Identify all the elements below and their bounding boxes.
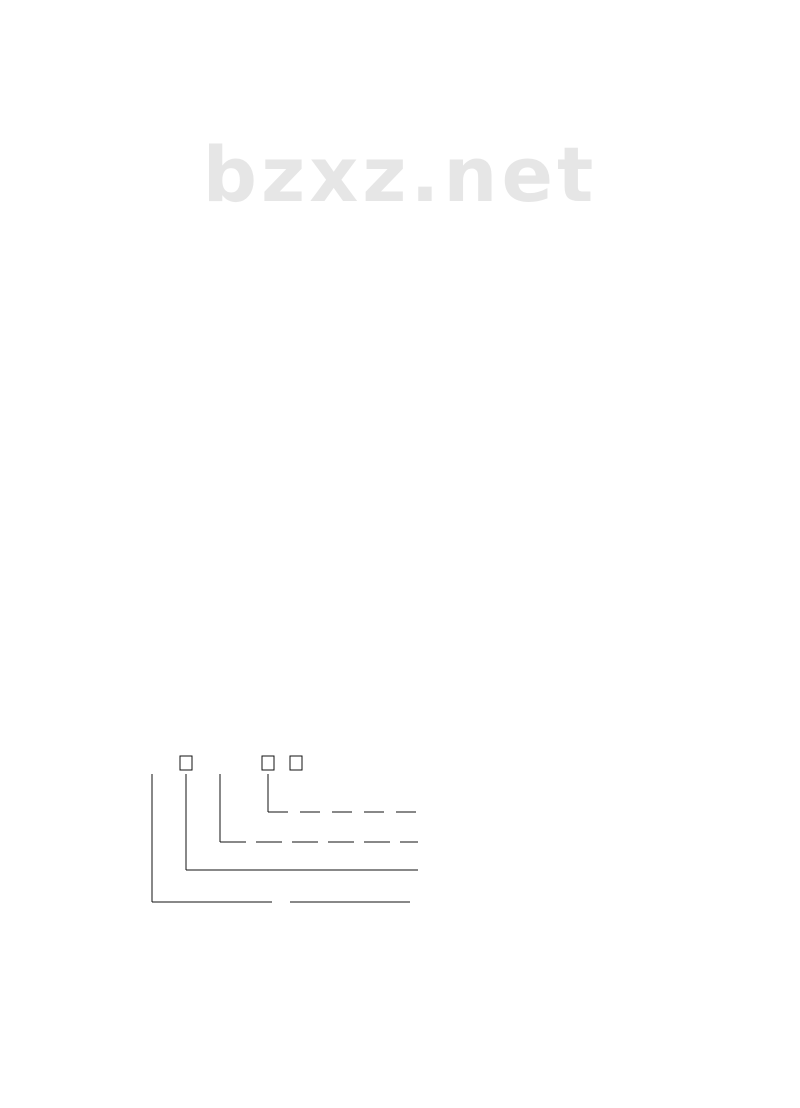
watermark: bzxz.net (202, 130, 598, 219)
code-box-wall (290, 756, 302, 770)
code-box-usage (180, 756, 192, 770)
designation-diagram (140, 752, 660, 922)
code-box-diameter (262, 756, 274, 770)
